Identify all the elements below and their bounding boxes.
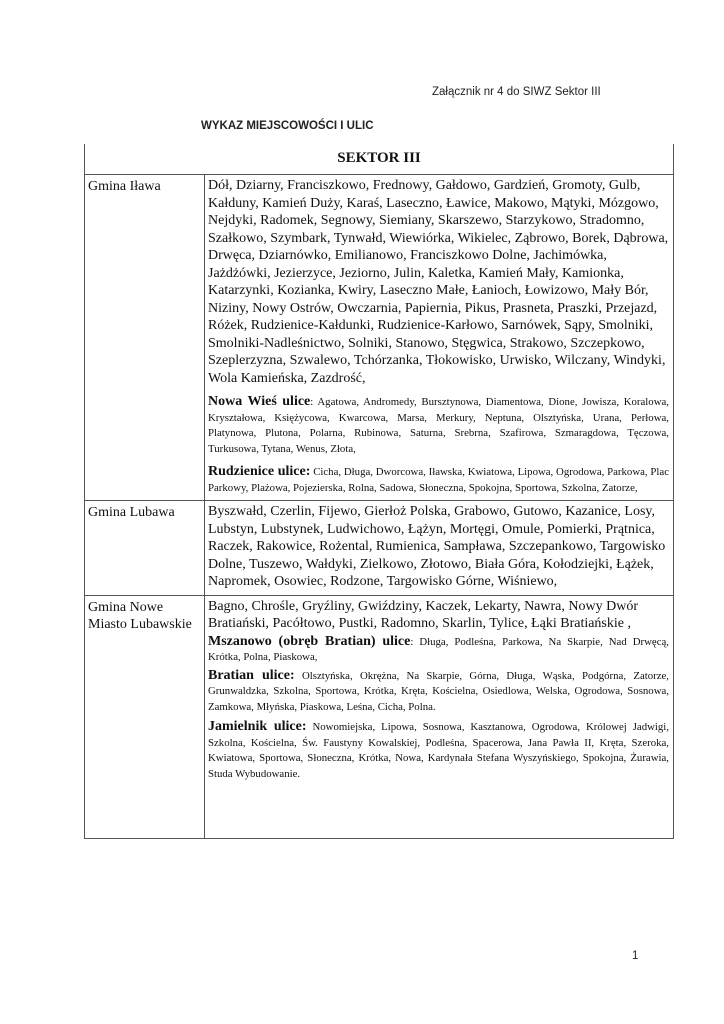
attachment-label: Załącznik nr 4 do SIWZ Sektor III bbox=[432, 86, 601, 98]
sector-table bbox=[84, 144, 674, 839]
page-number: 1 bbox=[632, 950, 639, 962]
places-cell bbox=[205, 175, 674, 501]
gmina-name: Gmina Nowe Miasto Lubawskie bbox=[85, 595, 205, 839]
street-list-separator: : bbox=[310, 396, 318, 408]
street-list-separator bbox=[295, 670, 302, 682]
gmina-name: Gmina Iława bbox=[85, 175, 205, 501]
table-row bbox=[85, 175, 674, 501]
street-list-text: Agatowa, Andromedy, Bursztynowa, Diamentowa, Dione, Jowisza, Koralowa, Kryształowa, Księżycowa, Kwarcowa, Marsa, Merkury, Neptuna, Olsztyńska, Urana, Perłowa, Platynowa, Plutona, Polarna, Rubinowa, Saturna, Srebrna, Szafirowa, Szmaragdowa, Tęczowa, Turkusowa, Tytana, Wenus, Złota, bbox=[208, 396, 669, 455]
street-list-text: Cicha, Długa, Dworcowa, Iławska, Kwiatowa, Lipowa, Ogrodowa, Parkowa, Plac Parkowy, Plażowa, Pojezierska, Rolna, Sadowa, Słoneczna, Spokojna, Sportowa, Szkolna, Zatorze, bbox=[208, 466, 670, 494]
places-cell bbox=[205, 501, 674, 596]
street-list bbox=[208, 719, 669, 782]
sector-heading: SEKTOR III bbox=[85, 144, 674, 175]
document-title: WYKAZ MIEJSCOWOŚCI I ULIC bbox=[201, 120, 374, 132]
street-list-heading: Mszanowo (obręb Bratian) ulice bbox=[208, 633, 411, 649]
gmina-name: Gmina Lubawa bbox=[85, 501, 205, 596]
table-header-row bbox=[85, 144, 674, 175]
street-list-heading: Nowa Wieś ulice bbox=[208, 394, 311, 409]
street-list bbox=[208, 668, 669, 716]
table-row bbox=[85, 595, 674, 839]
towns-list: Bagno, Chrośle, Gryźliny, Gwiździny, Kaczek, Lekarty, Nawra, Nowy Dwór Bratiański, Pacółtowo, Pustki, Radomno, Skarlin, Tylice, Łąki Bratiańskie , bbox=[208, 598, 638, 631]
street-list-text: Olsztyńska, Okrężna, Na Skarpie, Górna, Długa, Wąska, Podgórna, Zatorze, Grunwaldzka, Szkolna, Sportowa, Krótka, Kręta, Kościelna, Osiedlowa, Welska, Ogrodowa, Sosnowa, Zamkowa, Młyńska, Piaskowa, Leśna, Cicha, Polna. bbox=[208, 669, 670, 713]
street-list bbox=[208, 394, 669, 457]
places-cell bbox=[205, 595, 674, 839]
towns-list: Byszwałd, Czerlin, Fijewo, Gierłoż Polska, Grabowo, Gutowo, Kazanice, Losy, Lubstyn, Lubstynek, Ludwichowo, Łążyn, Mortęgi, Omule, Pomierki, Prątnica, Raczek, Rakowice, Rożental, Rumienica, Sampława, Szczepankowo, Targowisko Dolne, Tuszewo, Wałdyki, Zielkowo, Złotowo, Biała Góra, Kołodziejki, Łążek, Napromek, Osowiec, Rodzone, Targowisko Górne, Wiśniewo, bbox=[208, 504, 666, 589]
street-list-heading: Rudzienice ulice: bbox=[208, 464, 311, 479]
street-list-heading: Jamielnik ulice: bbox=[208, 719, 307, 734]
cell-blank-space bbox=[208, 782, 669, 834]
towns-list: Dół, Dziarny, Franciszkowo, Frednowy, Gałdowo, Gardzień, Gromoty, Gulb, Kałduny, Kamień Duży, Karaś, Laseczno, Ławice, Makowo, Mątyki, Mózgowo, Nejdyki, Radomek, Segnowy, Siemiany, Skarszewo, Starzykowo, Stradomno, Szałkowo, Szymbark, Tynwałd, Wiewiórka, Wikielec, Ząbrowo, Borek, Dąbrowa, Drwęca, Dziarnówko, Emilianowo, Franciszkowo Dolne, Jachimówka, Jażdżówki, Jezierzyce, Jeziorno, Julin, Kaletka, Kamień Mały, Kamionka, Katarzynki, Kozianka, Kwiry, Laseczno Małe, Łanioch, Łowizowo, Mały Bór, Niziny, Nowy Ostrów, Owczarnia, Papiernia, Pikus, Prasneta, Praszki, Przejazd, Różek, Rudzienice-Kałdunki, Rudzienice-Karłowo, Sarnówek, Sąpy, Smolniki, Smolniki-Nadleśnictwo, Solniki, Stanowo, Stęgwica, Strakowo, Szczepkowo, Szeplerzyzna, Szwalewo, Tchórzanka, Tłokowisko, Urwisko, Wilczany, Windyki, Wola Kamieńska, Zazdrość, bbox=[208, 178, 669, 386]
street-list-text: Nowomiejska, Lipowa, Sosnowa, Kasztanowa, Ogrodowa, Królowej Jadwigi, Szkolna, Kościelna, Św. Faustyny Kowalskiej, Podleśna, Spacerowa, Jana Pawła II, Kręta, Szeroka, Kwiatowa, Sportowa, Słoneczna, Krótka, Nowa, Kardynała Stefana Wyszyńskiego, Spokojna, Żurawia, Studa Wybudowanie. bbox=[208, 721, 669, 780]
table-row bbox=[85, 501, 674, 596]
street-list bbox=[208, 464, 669, 496]
street-list-separator: : bbox=[410, 635, 420, 648]
street-list-text: Długa, Podleśna, Parkowa, Na Skarpie, Nad Drwęcą, Krótka, Polna, Piaskowa, bbox=[208, 635, 670, 663]
street-list bbox=[208, 634, 669, 666]
street-list-heading: Bratian ulice: bbox=[208, 667, 295, 683]
